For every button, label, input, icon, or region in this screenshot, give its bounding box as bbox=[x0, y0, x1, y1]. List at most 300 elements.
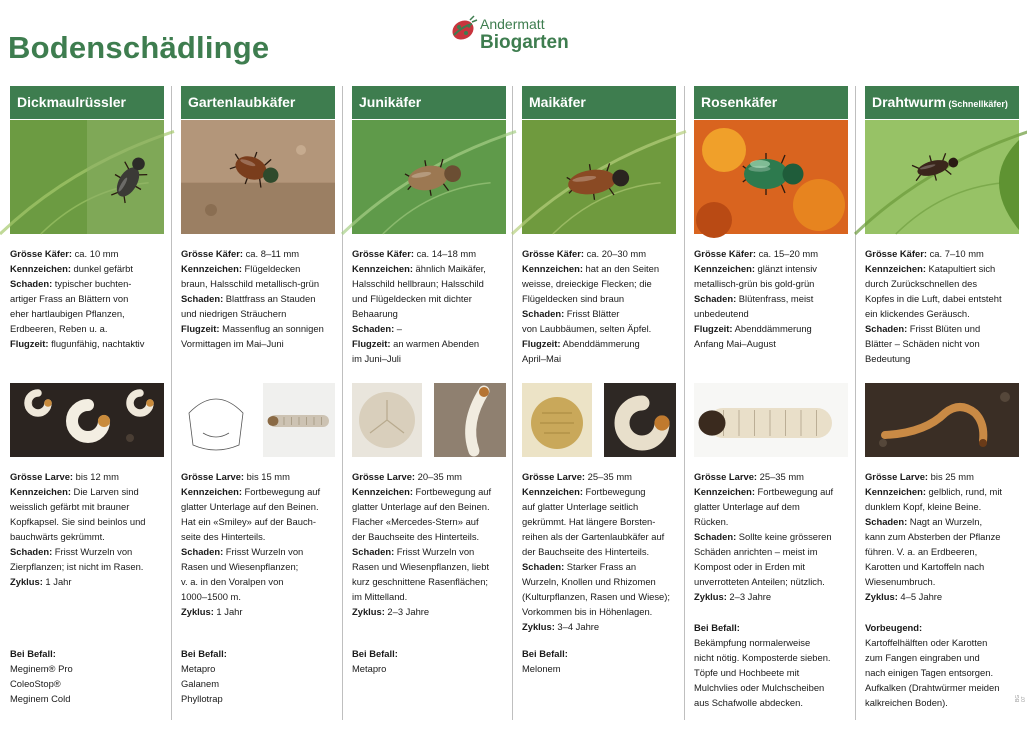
treatment-heading-text: Bei Befall: bbox=[694, 622, 740, 633]
info-text: glatter Unterlage auf den Beinen. bbox=[181, 501, 319, 512]
info-line bbox=[865, 246, 1021, 261]
info-line bbox=[352, 321, 508, 336]
pest-column-4 bbox=[522, 86, 676, 720]
info-label: Zyklus: bbox=[181, 606, 214, 617]
info-label: Zyklus: bbox=[10, 576, 43, 587]
info-line bbox=[865, 469, 1021, 484]
treatment-item: ColeoStop® bbox=[10, 678, 61, 689]
info-text: ähnlich Maikäfer, bbox=[412, 263, 486, 274]
info-text: Flügeldecken sind braun bbox=[522, 293, 625, 304]
info-line bbox=[865, 276, 1021, 291]
info-label: Kennzeichen: bbox=[694, 486, 755, 497]
info-label: Flugzeit: bbox=[352, 338, 391, 349]
info-line bbox=[865, 484, 1021, 499]
info-label: Grösse Käfer: bbox=[352, 248, 415, 259]
info-line bbox=[10, 544, 166, 559]
info-text: Starker Frass an bbox=[564, 561, 637, 572]
info-text: Bedeutung bbox=[865, 353, 911, 364]
treatment-heading bbox=[181, 646, 337, 661]
info-text: flugunfähig, nachtaktiv bbox=[48, 338, 145, 349]
info-line bbox=[352, 484, 508, 499]
info-line bbox=[522, 469, 678, 484]
info-line bbox=[694, 306, 850, 321]
info-line bbox=[694, 574, 850, 589]
column-divider bbox=[342, 86, 343, 720]
info-text: der Bauchseite des Hinterteils. bbox=[352, 531, 480, 542]
info-label: Kennzeichen: bbox=[522, 263, 583, 274]
info-text: Erdbeeren, Reben u. a. bbox=[10, 323, 108, 334]
info-text: Blätter – Schäden nicht von bbox=[865, 338, 980, 349]
info-line bbox=[694, 261, 850, 276]
info-line bbox=[10, 291, 166, 306]
info-line bbox=[352, 544, 508, 559]
info-text: bis 15 mm bbox=[244, 471, 290, 482]
info-line bbox=[694, 336, 850, 351]
info-text: glatter Unterlage auf den Beinen. bbox=[352, 501, 490, 512]
info-text: gelblich, rund, mit bbox=[925, 486, 1003, 497]
info-line bbox=[865, 261, 1021, 276]
info-line bbox=[522, 306, 678, 321]
info-text: Kopfkapsel. Sie sind beinlos und bbox=[10, 516, 146, 527]
column-divider bbox=[171, 86, 172, 720]
info-text: Karotten und Kartoffeln nach bbox=[865, 561, 985, 572]
info-text: Wurzeln, Knollen und Rhizomen bbox=[522, 576, 656, 587]
adult-info bbox=[10, 246, 166, 351]
info-text: im Juni–Juli bbox=[352, 353, 401, 364]
pest-name: Drahtwurm bbox=[872, 94, 946, 110]
info-text: 1000–1500 m. bbox=[181, 591, 241, 602]
treatment-heading bbox=[865, 620, 1021, 635]
info-text: Zierpflanzen; ist nicht im Rasen. bbox=[10, 561, 144, 572]
info-text: v. a. in den Voralpen von bbox=[181, 576, 284, 587]
info-line bbox=[694, 246, 850, 261]
info-line bbox=[865, 499, 1021, 514]
info-label: Kennzeichen: bbox=[865, 486, 926, 497]
info-line bbox=[865, 559, 1021, 574]
info-line bbox=[10, 306, 166, 321]
info-text: Behaarung bbox=[352, 308, 398, 319]
info-label: Schaden: bbox=[352, 323, 395, 334]
info-label: Kennzeichen: bbox=[522, 486, 583, 497]
info-text: ca. 15–20 mm bbox=[756, 248, 819, 259]
adult-beetle-photo bbox=[522, 120, 676, 234]
info-line bbox=[865, 589, 1021, 604]
info-text: Fortbewegung auf bbox=[241, 486, 321, 497]
adult-info bbox=[865, 246, 1021, 366]
larva-photo bbox=[604, 383, 676, 457]
info-text: Frisst Blätter bbox=[564, 308, 620, 319]
info-line bbox=[352, 469, 508, 484]
info-line bbox=[181, 291, 337, 306]
info-line bbox=[10, 574, 166, 589]
info-line bbox=[10, 336, 166, 351]
info-line bbox=[181, 246, 337, 261]
info-label: Grösse Larve: bbox=[10, 471, 74, 482]
treatment-item: Galanem bbox=[181, 678, 220, 689]
info-text: typischer buchten- bbox=[52, 278, 132, 289]
treatment-info bbox=[865, 620, 1021, 710]
info-text: Fortbewegung auf bbox=[754, 486, 834, 497]
info-label: Schaden: bbox=[10, 278, 53, 289]
info-label: Flugzeit: bbox=[694, 323, 733, 334]
info-label: Kennzeichen: bbox=[865, 263, 926, 274]
info-line bbox=[694, 514, 850, 529]
treatment-heading-text: Vorbeugend: bbox=[865, 622, 923, 633]
info-line bbox=[694, 529, 850, 544]
info-text: bis 25 mm bbox=[928, 471, 974, 482]
info-text: und niedrigen Sträuchern bbox=[181, 308, 287, 319]
treatment-item: Metapro bbox=[352, 663, 387, 674]
info-text: Katapultiert sich bbox=[925, 263, 996, 274]
info-text: Vorkommen bis in Höhenlagen. bbox=[522, 606, 653, 617]
info-line bbox=[522, 604, 678, 619]
treatment-item: zum Fangen eingraben und bbox=[865, 652, 980, 663]
treatment-info bbox=[181, 646, 337, 706]
info-line bbox=[522, 559, 678, 574]
treatment-item: Metapro bbox=[181, 663, 216, 674]
larva-photo bbox=[865, 383, 1019, 457]
info-text: Halsschild hellbraun; Halsschild bbox=[352, 278, 484, 289]
page-title: Bodenschädlinge bbox=[8, 30, 270, 65]
info-text: der Bauchseite des Hinterteils. bbox=[522, 546, 650, 557]
info-label: Kennzeichen: bbox=[352, 263, 413, 274]
info-text: Frisst Wurzeln von bbox=[394, 546, 475, 557]
info-text: – bbox=[394, 323, 403, 334]
larva-photo bbox=[352, 383, 422, 457]
info-text: ca. 20–30 mm bbox=[584, 248, 647, 259]
info-line bbox=[522, 351, 678, 366]
column-divider bbox=[855, 86, 856, 720]
column-divider bbox=[684, 86, 685, 720]
info-text: Rasen und Wiesenpflanzen; bbox=[181, 561, 299, 572]
info-line bbox=[181, 514, 337, 529]
pest-column-1 bbox=[10, 86, 164, 720]
pest-name: Gartenlaubkäfer bbox=[188, 94, 296, 110]
info-text: Blattfrass an Stauden bbox=[223, 293, 316, 304]
info-text: ein klickendes Geräusch. bbox=[865, 308, 970, 319]
info-text: durch Zurückschnellen des bbox=[865, 278, 978, 289]
info-label: Grösse Larve: bbox=[352, 471, 416, 482]
info-text: eher hartlaubigen Pflanzen, bbox=[10, 308, 125, 319]
treatment-heading bbox=[694, 620, 850, 635]
info-label: Kennzeichen: bbox=[352, 486, 413, 497]
info-label: Flugzeit: bbox=[181, 323, 220, 334]
info-label: Grösse Larve: bbox=[694, 471, 758, 482]
pest-name: Maikäfer bbox=[529, 94, 586, 110]
adult-beetle-photo bbox=[865, 120, 1019, 234]
treatment-heading-text: Bei Befall: bbox=[10, 648, 56, 659]
info-text: Anfang Mai–August bbox=[694, 338, 776, 349]
info-line bbox=[522, 619, 678, 634]
info-text: seite des Hinterteils. bbox=[181, 531, 266, 542]
pest-name-suffix: (Schnellkäfer) bbox=[945, 99, 1008, 109]
pest-name: Junikäfer bbox=[359, 94, 422, 110]
info-text: unverrotteten Anteilen; nützlich. bbox=[694, 576, 825, 587]
info-text: bis 12 mm bbox=[73, 471, 119, 482]
info-text: glänzt intensiv bbox=[754, 263, 817, 274]
info-label: Zyklus: bbox=[522, 621, 555, 632]
info-text: metallisch-grün bis gold-grün bbox=[694, 278, 815, 289]
pest-name: Dickmaulrüssler bbox=[17, 94, 126, 110]
info-line bbox=[522, 291, 678, 306]
info-line bbox=[522, 544, 678, 559]
info-line bbox=[694, 484, 850, 499]
info-label: Grösse Käfer: bbox=[865, 248, 928, 259]
info-line bbox=[694, 559, 850, 574]
info-line bbox=[522, 261, 678, 276]
info-text: Rasen und Wiesenpflanzen, liebt bbox=[352, 561, 490, 572]
info-label: Grösse Käfer: bbox=[181, 248, 244, 259]
info-text: Frisst Wurzeln von bbox=[52, 546, 133, 557]
info-label: Grösse Käfer: bbox=[10, 248, 73, 259]
info-text: Kompost oder in Erden mit bbox=[694, 561, 805, 572]
info-line bbox=[181, 574, 337, 589]
adult-beetle-photo bbox=[181, 120, 335, 234]
info-label: Schaden: bbox=[522, 308, 565, 319]
info-label: Schaden: bbox=[181, 293, 224, 304]
info-line bbox=[10, 469, 166, 484]
treatment-info bbox=[522, 646, 678, 676]
treatment-item: Phyllotrap bbox=[181, 693, 223, 704]
info-text: 1 Jahr bbox=[213, 606, 243, 617]
info-line bbox=[522, 484, 678, 499]
info-label: Grösse Larve: bbox=[522, 471, 586, 482]
pest-name: Rosenkäfer bbox=[701, 94, 778, 110]
treatment-item: Mulchvlies oder Mulchscheiben bbox=[694, 682, 825, 693]
info-line bbox=[10, 246, 166, 261]
info-line bbox=[10, 559, 166, 574]
info-label: Schaden: bbox=[694, 293, 737, 304]
info-line bbox=[352, 604, 508, 619]
larva-info bbox=[522, 469, 678, 634]
info-label: Grösse Käfer: bbox=[522, 248, 585, 259]
info-label: Zyklus: bbox=[694, 591, 727, 602]
info-text: hat an den Seiten bbox=[582, 263, 660, 274]
info-line bbox=[352, 291, 508, 306]
info-line bbox=[694, 499, 850, 514]
pest-column-5 bbox=[694, 86, 848, 720]
pest-columns bbox=[0, 86, 1024, 720]
adult-beetle-photo bbox=[10, 120, 164, 234]
info-line bbox=[522, 499, 678, 514]
info-label: Schaden: bbox=[865, 516, 908, 527]
info-line bbox=[181, 261, 337, 276]
adult-info bbox=[522, 246, 678, 366]
info-line bbox=[181, 276, 337, 291]
info-text: und Flügeldecken mit dichter bbox=[352, 293, 472, 304]
info-line bbox=[352, 336, 508, 351]
info-text: Flacher «Mercedes-Stern» auf bbox=[352, 516, 479, 527]
info-label: Kennzeichen: bbox=[10, 263, 71, 274]
info-text: an warmen Abenden bbox=[390, 338, 480, 349]
info-text: 2–3 Jahre bbox=[384, 606, 430, 617]
info-label: Flugzeit: bbox=[10, 338, 49, 349]
larva-photo bbox=[263, 383, 335, 457]
info-text: Kopfes in die Luft, dabei entsteht bbox=[865, 293, 1002, 304]
larva-photo bbox=[694, 383, 848, 457]
info-label: Schaden: bbox=[10, 546, 53, 557]
info-text: ca. 10 mm bbox=[72, 248, 119, 259]
info-text: von Laubbäumen, selten Äpfel. bbox=[522, 323, 652, 334]
info-line bbox=[694, 276, 850, 291]
info-line bbox=[865, 291, 1021, 306]
info-text: bauchwärts gekrümmt. bbox=[10, 531, 105, 542]
larva-info bbox=[10, 469, 166, 589]
larva-photo bbox=[10, 383, 164, 457]
info-label: Schaden: bbox=[181, 546, 224, 557]
info-text: Rücken. bbox=[694, 516, 729, 527]
info-text: Schäden anrichten – meist im bbox=[694, 546, 818, 557]
info-text: braun, Halsschild metallisch-grün bbox=[181, 278, 320, 289]
info-text: Sollte keine grösseren bbox=[736, 531, 832, 542]
treatment-info bbox=[694, 620, 850, 710]
info-text: Abenddämmerung bbox=[560, 338, 640, 349]
info-text: 25–35 mm bbox=[757, 471, 804, 482]
info-line bbox=[865, 321, 1021, 336]
info-label: Kennzeichen: bbox=[10, 486, 71, 497]
logo-wordmark-bottom: Biogarten bbox=[480, 32, 569, 53]
info-text: auf glatter Unterlage seitlich bbox=[522, 501, 639, 512]
info-line bbox=[522, 276, 678, 291]
info-label: Grösse Käfer: bbox=[694, 248, 757, 259]
info-text: reihen als der Gartenlaubkäfer auf bbox=[522, 531, 665, 542]
adult-info bbox=[352, 246, 508, 366]
adult-info bbox=[694, 246, 850, 351]
treatment-heading bbox=[10, 646, 166, 661]
info-line bbox=[865, 306, 1021, 321]
pest-title bbox=[352, 86, 506, 119]
larva-info bbox=[694, 469, 850, 604]
info-label: Kennzeichen: bbox=[181, 263, 242, 274]
treatment-info bbox=[352, 646, 508, 676]
treatment-heading bbox=[522, 646, 678, 661]
info-line bbox=[352, 529, 508, 544]
treatment-heading bbox=[352, 646, 508, 661]
info-text: dunkel gefärbt bbox=[70, 263, 133, 274]
info-text: (Kulturpflanzen, Rasen und Wiese); bbox=[522, 591, 670, 602]
info-line bbox=[10, 261, 166, 276]
info-line bbox=[522, 246, 678, 261]
pest-title bbox=[694, 86, 848, 119]
info-line bbox=[694, 291, 850, 306]
treatment-heading-text: Bei Befall: bbox=[181, 648, 227, 659]
info-text: artiger Frass an Blättern von bbox=[10, 293, 129, 304]
info-label: Zyklus: bbox=[865, 591, 898, 602]
treatment-item: aus Schafwolle abdecken. bbox=[694, 697, 803, 708]
info-line bbox=[10, 321, 166, 336]
info-text: Abenddämmerung bbox=[732, 323, 812, 334]
info-label: Grösse Larve: bbox=[181, 471, 245, 482]
info-line bbox=[694, 469, 850, 484]
pest-title bbox=[181, 86, 335, 119]
info-line bbox=[181, 499, 337, 514]
pest-column-3 bbox=[352, 86, 506, 720]
adult-info bbox=[181, 246, 337, 351]
pest-title bbox=[522, 86, 676, 119]
treatment-item: nach einigen Tagen entsorgen. bbox=[865, 667, 994, 678]
info-label: Zyklus: bbox=[352, 606, 385, 617]
treatment-item: Töpfe und Hochbeete mit bbox=[694, 667, 800, 678]
info-line bbox=[522, 574, 678, 589]
info-line bbox=[522, 336, 678, 351]
treatment-heading-text: Bei Befall: bbox=[522, 648, 568, 659]
info-line bbox=[352, 589, 508, 604]
info-line bbox=[522, 589, 678, 604]
info-text: Wiesenumbruch. bbox=[865, 576, 936, 587]
info-line bbox=[352, 351, 508, 366]
logo-wordmark-top: Andermatt bbox=[480, 16, 545, 32]
treatment-heading-text: Bei Befall: bbox=[352, 648, 398, 659]
pest-column-2 bbox=[181, 86, 335, 720]
info-text: Frisst Wurzeln von bbox=[223, 546, 304, 557]
info-text: Fortbewegung bbox=[582, 486, 646, 497]
info-line bbox=[10, 499, 166, 514]
info-label: Schaden: bbox=[522, 561, 565, 572]
treatment-item: kalkreichen Boden). bbox=[865, 697, 948, 708]
info-text: 25–35 mm bbox=[585, 471, 632, 482]
info-line bbox=[181, 529, 337, 544]
info-text: kann zum Absterben der Pflanze bbox=[865, 531, 1001, 542]
document-code: BG 07 bbox=[1015, 694, 1027, 702]
info-line bbox=[352, 261, 508, 276]
column-divider bbox=[512, 86, 513, 720]
info-line bbox=[181, 544, 337, 559]
larva-photo bbox=[522, 383, 592, 457]
larva-photo bbox=[181, 383, 251, 457]
info-label: Kennzeichen: bbox=[694, 263, 755, 274]
info-label: Kennzeichen: bbox=[181, 486, 242, 497]
info-line bbox=[181, 589, 337, 604]
adult-beetle-photo bbox=[352, 120, 506, 234]
info-text: weisslich gefärbt mit brauner bbox=[10, 501, 130, 512]
info-line bbox=[352, 574, 508, 589]
info-text: Die Larven sind bbox=[70, 486, 139, 497]
info-text: ca. 7–10 mm bbox=[927, 248, 984, 259]
pest-title bbox=[10, 86, 164, 119]
pest-column-6 bbox=[865, 86, 1019, 720]
info-line bbox=[352, 246, 508, 261]
treatment-item: nicht nötig. Komposterde sieben. bbox=[694, 652, 831, 663]
info-line bbox=[865, 514, 1021, 529]
info-text: glatter Unterlage auf dem bbox=[694, 501, 800, 512]
info-line bbox=[10, 276, 166, 291]
info-text: Nagt an Wurzeln, bbox=[907, 516, 983, 527]
info-text: kurz geschnittene Rasenflächen; bbox=[352, 576, 489, 587]
info-text: 3–4 Jahre bbox=[554, 621, 600, 632]
info-line bbox=[352, 499, 508, 514]
info-label: Schaden: bbox=[352, 546, 395, 557]
info-text: Blütenfrass, meist bbox=[736, 293, 814, 304]
info-line bbox=[181, 336, 337, 351]
info-text: unbedeutend bbox=[694, 308, 749, 319]
info-text: April–Mai bbox=[522, 353, 562, 364]
andermatt-logo[interactable] bbox=[448, 12, 588, 62]
pest-title bbox=[865, 86, 1019, 119]
treatment-item: Kartoffelhälften oder Karotten bbox=[865, 637, 988, 648]
info-text: 2–3 Jahre bbox=[726, 591, 772, 602]
larva-photo bbox=[434, 383, 506, 457]
info-text: 20–35 mm bbox=[415, 471, 462, 482]
info-line bbox=[181, 321, 337, 336]
info-line bbox=[352, 276, 508, 291]
info-line bbox=[181, 604, 337, 619]
info-line bbox=[181, 559, 337, 574]
treatment-item: Bekämpfung normalerweise bbox=[694, 637, 811, 648]
info-line bbox=[10, 529, 166, 544]
info-line bbox=[522, 321, 678, 336]
info-line bbox=[352, 306, 508, 321]
info-line bbox=[865, 574, 1021, 589]
